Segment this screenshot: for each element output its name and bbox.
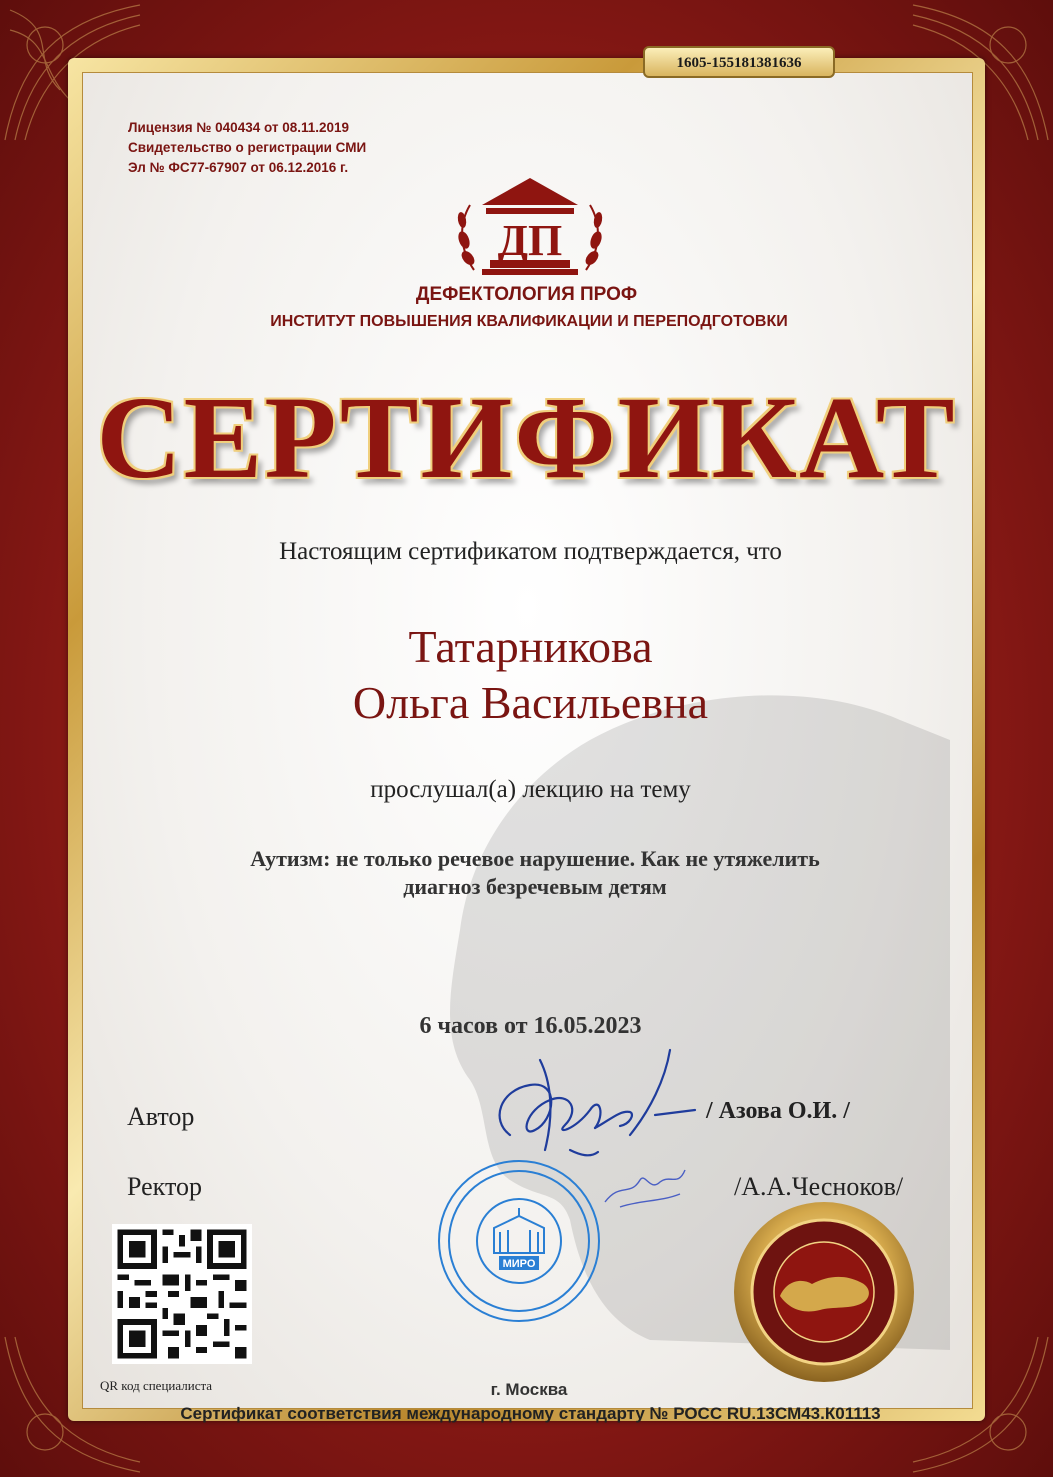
media-registration-number: Эл № ФС77-67907 от 06.12.2016 г. xyxy=(128,160,349,175)
institute-logo xyxy=(452,170,608,280)
hours-and-date: 6 часов от 16.05.2023 xyxy=(419,1013,642,1039)
topic-line: диагноз безречевым детям xyxy=(403,874,667,899)
quality-seal xyxy=(732,1200,916,1384)
rector-name: /А.А.Чесноков/ xyxy=(734,1172,904,1201)
qr-caption: QR код специалиста xyxy=(100,1378,213,1393)
author-name: / Азова О.И. / xyxy=(706,1098,850,1124)
lecture-topic xyxy=(150,845,920,901)
organization-name: ДЕФЕКТОЛОГИЯ ПРОФ xyxy=(415,284,638,305)
author-label: Автор xyxy=(127,1102,195,1131)
specialist-qr-code[interactable] xyxy=(112,1224,252,1364)
organization-subtitle: ИНСТИТУТ ПОВЫШЕНИЯ КВАЛИФИКАЦИИ И ПЕРЕПОДГОТОВКИ xyxy=(270,313,788,330)
institute-stamp xyxy=(436,1158,602,1324)
media-registration-line: Свидетельство о регистрации СМИ xyxy=(128,140,367,155)
conformity-certificate-footer: Сертификат соответствия международному стандарту № РОСС RU.13СМ43.К01113 xyxy=(180,1404,881,1423)
intro-text: Настоящим сертификатом подтверждается, что xyxy=(279,538,782,565)
license-info xyxy=(128,118,366,178)
city: г. Москва xyxy=(490,1380,568,1399)
serial-number: 1605-155181381636 xyxy=(643,46,835,78)
lecture-text: прослушал(а) лекцию на тему xyxy=(370,776,691,803)
license-line: Лицензия № 040434 от 08.11.2019 xyxy=(128,120,350,135)
rector-label: Ректор xyxy=(127,1172,202,1201)
certificate-title: СЕРТИФИКАТ xyxy=(96,372,957,503)
recipient-surname: Татарникова xyxy=(408,621,653,672)
author-signature xyxy=(480,1040,720,1170)
rector-signature xyxy=(600,1162,690,1212)
logo-letters: ДП xyxy=(497,216,563,265)
recipient-given-name: Ольга Васильевна xyxy=(352,677,709,728)
stamp-text: МИРО xyxy=(502,1258,536,1270)
topic-line: Аутизм: не только речевое нарушение. Как не утяжелить xyxy=(250,846,820,871)
